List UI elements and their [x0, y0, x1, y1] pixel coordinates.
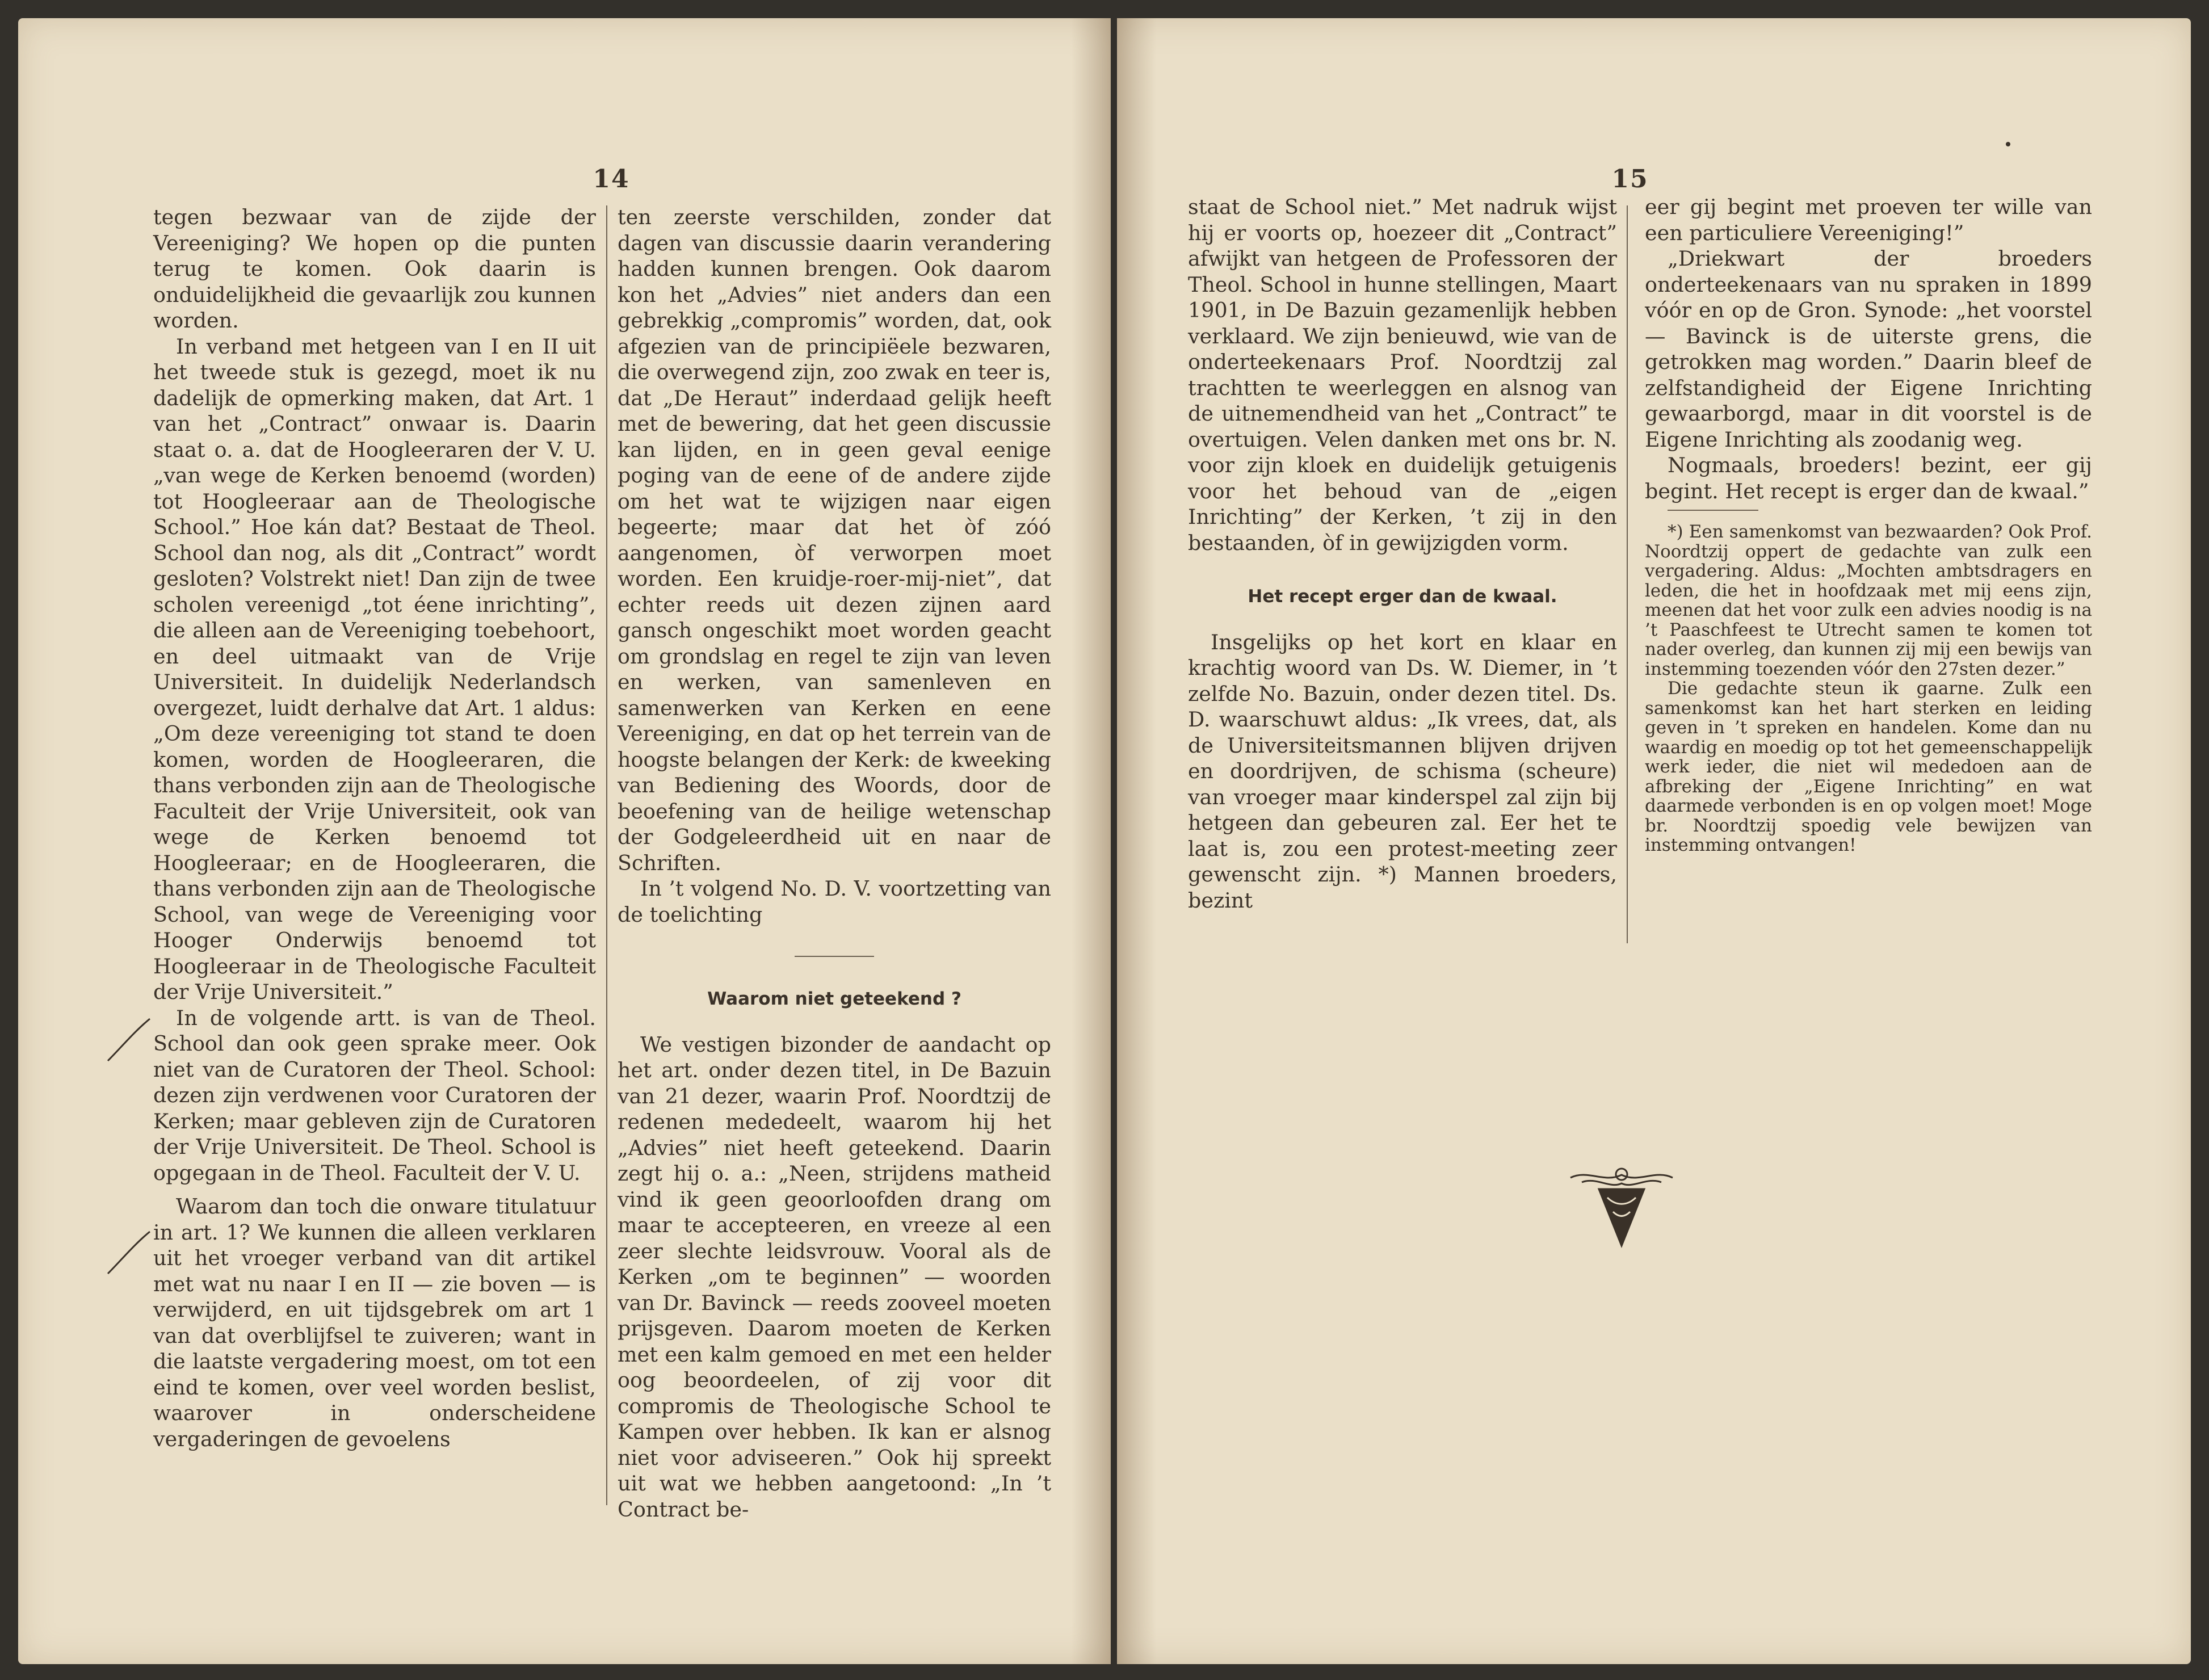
decorative-ornament-icon	[1565, 1166, 1678, 1251]
column-1	[153, 204, 596, 1452]
column-2	[618, 204, 1051, 1522]
paragraph: We vestigen bizonder de aandacht op het art. onder dezen titel, in De Bazuin van 21 dezer, waarin Prof. Noordtzij de redenen mededeelt, waarom hij het „Advies” niet heeft geteekend. Daarin zegt hij o. a.: „Neen, strijdens matheid vind ik geen geoorloofden drang om maar te accepteeren, en vreeze al een zeer slechte leidsvrouw. Vooral als de Kerken „om te beginnen” — woorden van Dr. Bavinck — reeds zooveel moeten prijsgeven. Daarom moeten de Kerken met een kalm gemoed en met een helder oog beoordeelen, of zij voor dit compromis de Theologische School te Kampen over hebben. Ik kan er alsnog niet voor adviseeren.” Ook hij spreekt uit wat we hebben aangetoond: „In ’t Contract be-	[618, 1032, 1051, 1522]
paragraph: Waarom dan toch die onware titulatuur in art. 1? We kunnen die alleen verklaren uit het vroeger verband van dit artikel met wat nu naar I en II — zie boven — is verwijderd, en uit tijdsgebrek om art 1 van dat overblijfsel te zuiveren; want in die laatste vergadering moest, om tot een eind te komen, over veel worden beslist, waarover in onderscheidene vergaderingen de gevoelens	[153, 1194, 596, 1451]
footnote-paragraph: Die gedachte steun ik gaarne. Zulk een samenkomst kan het hart sterken en leiding geven in ’t spreken en handelen. Kome dan nu waardig en moedig op tot het gemeenschappelijk werk ieder, die niet wil mededoen aan de afbreking der „Eigene Inrichting” en wat daarmede verbonden is en op volgen moet! Moge br. Noordtzij spoedig vele bewijzen van instemming ontvangen!	[1645, 678, 2092, 855]
paragraph: „Driekwart der broeders onderteekenaars van nu spraken in 1899 vóór en op de Gron. Synode: „het voorstel— Bavinck is de uiterste grens, die getrokken mag worden.” Daarin bleef de zelfstandigheid der Eigene Inrichting gewaarborgd, maar in dit voorstel is de Eigene Inrichting als zoodanig weg.	[1645, 246, 2092, 452]
section-heading: Waarom niet geteekend ?	[707, 989, 961, 1009]
footnote	[1645, 522, 2092, 855]
column-2	[1645, 194, 2092, 855]
page-number: 14	[593, 165, 630, 194]
paragraph: tegen bezwaar van de zijde der Vereeniging? We hopen op die punten terug te komen. Ook daarin is onduidelijkheid die gevaarlijk zou kunnen worden.	[153, 205, 596, 333]
footnote-paragraph: *) Een samenkomst van bezwaarden? Ook Prof. Noordtzij oppert de gedachte van zulk een vergadering. Aldus: „Mochten ambtsdragers en leden, die het in hoofdzaak met mij eens zijn, meenen dat het voor zulk een advies noodig is na ’t Paaschfeest te Utrecht samen te komen tot nader overleg, dan kunnen zij mij een bewijs van instemming toezenden vóór den 27sten dezer.”	[1645, 522, 2092, 679]
separator-rule	[795, 956, 874, 957]
right-page	[1117, 18, 2191, 1664]
column-divider	[1627, 205, 1628, 943]
paragraph: eer gij begint met proeven ter wille van een particuliere Vereeniging!”	[1645, 195, 2092, 245]
gutter-shadow	[1117, 18, 1157, 1664]
pencil-mark	[103, 1227, 154, 1278]
paragraph: Insgelijks op het kort en klaar en krachtig woord van Ds. W. Diemer, in ’t zelfde No. Bazuin, onder dezen titel. Ds. D. waarschuwt aldus: „Ik vrees, dat, als de Universiteitsmannen blijven drijven en doordrijven, de schisma (scheure) van vroeger maar kinderspel zal zijn bij hetgeen dan gebeuren zal. Eer het te laat is, zou een protest-meeting zeer gewenscht zijn. *) Mannen broeders, bezint	[1188, 629, 1617, 913]
column-1	[1188, 194, 1617, 913]
left-page	[18, 18, 1111, 1664]
paragraph: ten zeerste verschilden, zonder dat dagen van discussie daarin verandering hadden kunnen brengen. Ook daarom kon het „Advies” niet anders dan een gebrekkig „compromis” worden, dat, ook afgezien van de principiëele bezwaren, die overwegend zijn, zoo zwak en teer is, dat „De Heraut” inderdaad gelijk heeft met de bewering, dat het geen discussie kan lijden, en in geen geval eenige poging van de eene of de andere zijde om het wat te wijzigen naar eigen begeerte; maar dat het òf zóó aangenomen, òf verworpen moet worden. Een kruidje-roer-mij-niet”, dat echter reeds uit dezen zijnen aard gansch ongeschikt moet worden geacht om grondslag en regel te zijn van leven en werken, van samenleven en samenwerken van Kerken en eene Vereeniging, en dat op het terrein van de hoogste belangen der Kerk: de kweeking van Bediening des Woords, door de beoefening van de heilige wetenschap der Godgeleerdheid uit en naar de Schriften.	[618, 205, 1051, 875]
paragraph: Nogmaals, broeders! bezint, eer gij begint. Het recept is erger dan de kwaal.”	[1645, 453, 2092, 503]
paragraph: In ’t volgend No. D. V. voortzetting van de toelichting	[618, 876, 1051, 927]
footnote-rule	[1668, 510, 1758, 511]
ink-speck	[2006, 142, 2010, 146]
column-divider	[606, 205, 607, 1505]
page-number: 15	[1611, 165, 1649, 194]
gutter-shadow	[1071, 18, 1111, 1664]
section-heading: Het recept erger dan de kwaal.	[1248, 586, 1557, 607]
pencil-mark	[103, 1014, 154, 1065]
paragraph: staat de School niet.” Met nadruk wijst hij er voorts op, hoezeer dit „Contract” afwijkt van hetgeen de Professoren der Theol. School in hunne stellingen, Maart 1901, in De Bazuin gezamenlijk hebben verklaard. We zijn benieuwd, wie van de onderteekenaars Prof. Noordtzij zal trachtten te weerleggen en alsnog van de uitnemendheid van het „Contract” te overtuigen. Velen danken met ons br. N. voor zijn kloek en duidelijk getuigenis voor het behoud van de „eigen Inrichting” der Kerken, ’t zij in den bestaanden, òf in gewijzigden vorm.	[1188, 195, 1617, 555]
paragraph: In verband met hetgeen van I en II uit het tweede stuk is gezegd, moet ik nu dadelijk de opmerking maken, dat Art. 1 van het „Contract” onwaar is. Daarin staat o. a. dat de Hoogleeraren der V. U. „van wege de Kerken benoemd (worden) tot Hoogleeraar aan de Theologische School.” Hoe kán dat? Bestaat de Theol. School dan nog, als dit „Contract” wordt gesloten? Volstrekt niet! Dan zijn de twee scholen vereenigd „tot éene inrichting”, die alleen aan de Vereeniging toebehoort, en deel uitmaakt van de Vrije Universiteit. In duidelijk Nederlandsch overgezet, luidt derhalve dat Art. 1 aldus: „Om deze vereeniging tot stand te doen komen, worden de Hoogleeraren, die thans verbonden zijn aan de Theologische Faculteit der Vrije Universiteit, ook van wege de Kerken benoemd tot Hoogleeraar; en de Hoogleeraren, die thans verbonden zijn aan de Theologische School, van wege de Vereeniging voor Hooger Onderwijs benoemd tot Hoogleeraar in de Theologische Faculteit der Vrije Universiteit.”	[153, 334, 596, 1004]
paragraph: In de volgende artt. is van de Theol. School dan ook geen sprake meer. Ook niet van de Curatoren der Theol. School: dezen zijn verdwenen voor Curatoren der Kerken; maar gebleven zijn de Curatoren der Vrije Universiteit. De Theol. School is opgegaan in de Theol. Faculteit der V. U.	[153, 1005, 596, 1185]
